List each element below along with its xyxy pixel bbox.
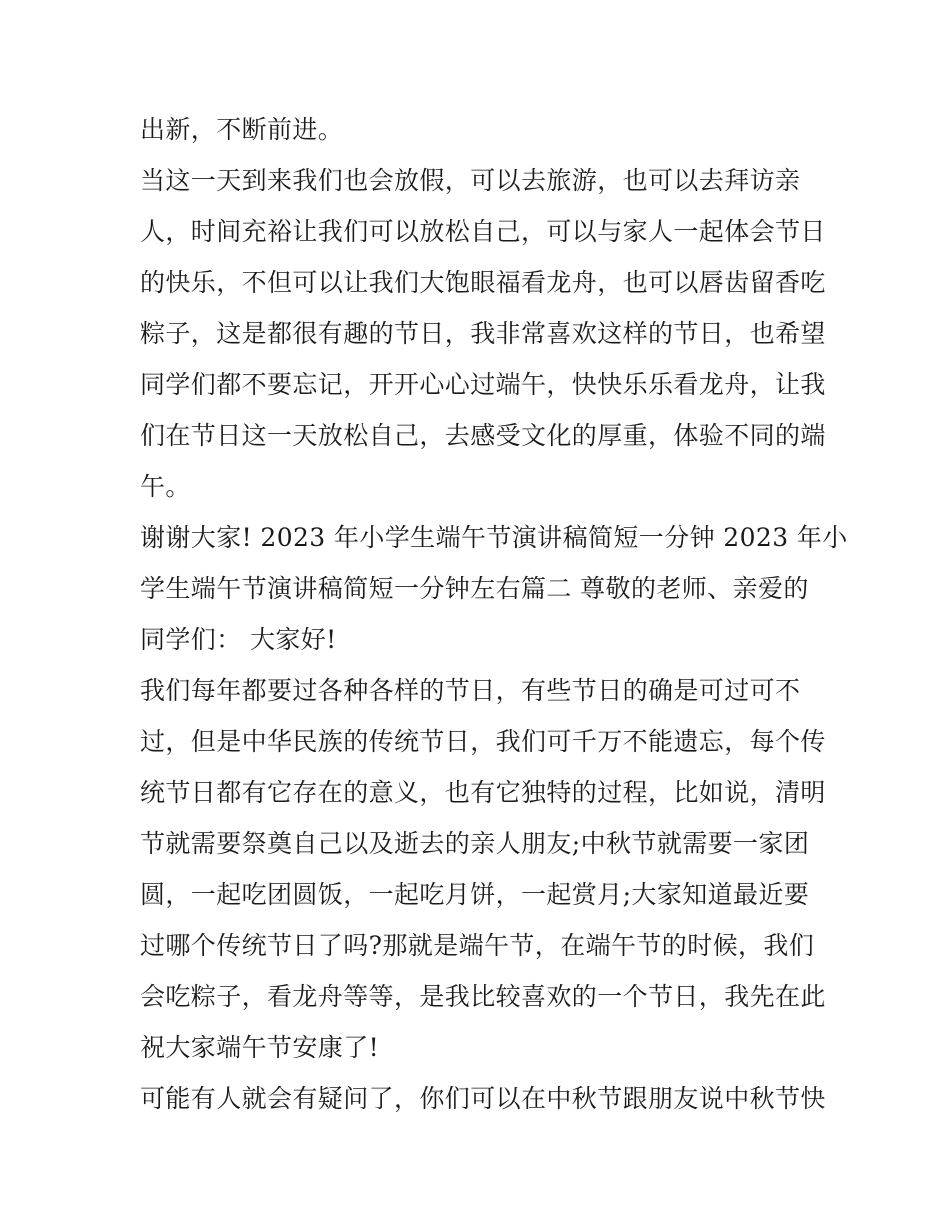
text-line: 同学们都不要忘记，开开心心过端午，快快乐乐看龙舟，让我 (140, 370, 826, 399)
text-line: 节就需要祭奠自己以及逝去的亲人朋友;中秋节就需要一家团 (140, 829, 810, 858)
text-line: 谢谢大家! 2023 年小学生端午节演讲稿简短一分钟 2023 年小 (140, 523, 848, 552)
text-line: 祝大家端午节安康了! (140, 1033, 380, 1062)
text-line: 当这一天到来我们也会放假，可以去旅游，也可以去拜访亲 (140, 166, 801, 195)
text-line: 会吃粽子，看龙舟等等，是我比较喜欢的一个节日，我先在此 (140, 982, 826, 1011)
text-line: 我们每年都要过各种各样的节日，有些节日的确是可过可不 (140, 676, 801, 705)
text-line: 同学们： 大家好! (140, 625, 337, 654)
document-body (140, 104, 848, 1124)
text-line: 统节日都有它存在的意义，也有它独特的过程，比如说，清明 (140, 778, 826, 807)
text-line: 过哪个传统节日了吗?那就是端午节，在端午节的时候，我们 (140, 931, 815, 960)
text-line: 圆，一起吃团圆饭，一起吃月饼，一起赏月;大家知道最近要 (140, 880, 810, 909)
text-line: 出新，不断前进。 (140, 115, 344, 144)
text-line: 粽子，这是都很有趣的节日，我非常喜欢这样的节日，也希望 (140, 319, 826, 348)
text-line: 过，但是中华民族的传统节日，我们可千万不能遗忘，每个传 (140, 727, 826, 756)
text-line: 午。 (140, 472, 191, 501)
text-line: 学生端午节演讲稿简短一分钟左右篇二 尊敬的老师、亲爱的 (140, 574, 809, 603)
text-line: 的快乐，不但可以让我们大饱眼福看龙舟，也可以唇齿留香吃 (140, 268, 826, 297)
text-line: 们在节日这一天放松自己，去感受文化的厚重，体验不同的端 (140, 421, 826, 450)
text-line: 可能有人就会有疑问了，你们可以在中秋节跟朋友说中秋节快 (140, 1084, 826, 1113)
text-line: 人，时间充裕让我们可以放松自己，可以与家人一起体会节日 (140, 217, 826, 246)
